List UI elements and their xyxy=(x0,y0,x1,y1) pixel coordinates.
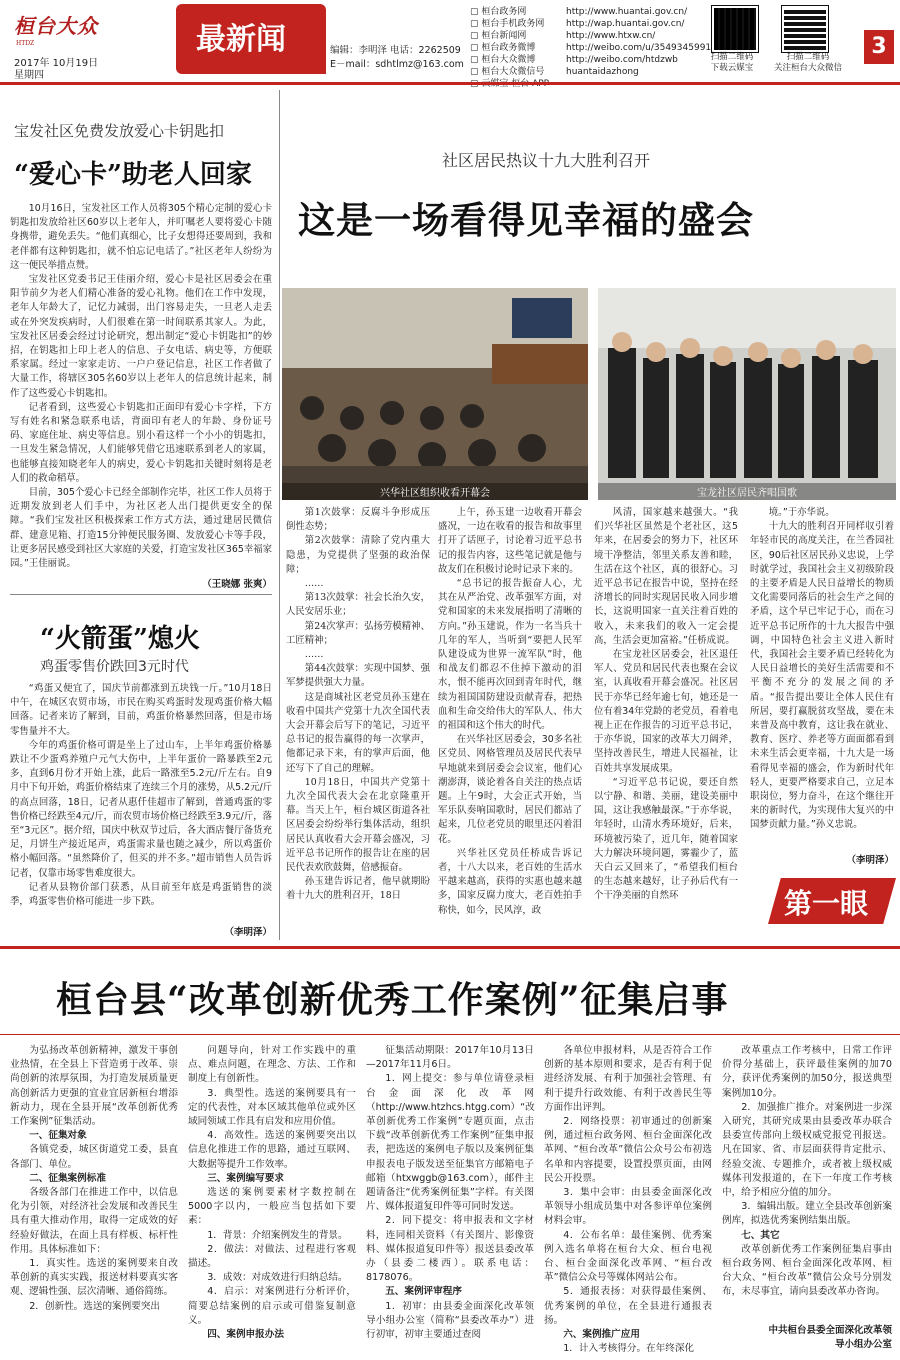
photo-xinghua-image xyxy=(282,288,588,500)
issue-date xyxy=(14,58,98,82)
paragraph: 1．背景：介绍案例发生的背景。 xyxy=(207,1229,348,1241)
a2-body xyxy=(10,682,272,909)
paragraph: 五、案例评审程序 xyxy=(385,1286,462,1298)
editor-info xyxy=(330,44,464,72)
bottom-org xyxy=(722,1322,892,1350)
link-url[interactable]: huantaidazhong xyxy=(566,67,639,77)
link-row[interactable] xyxy=(470,42,711,54)
paragraph: 十九大的胜利召开同样収引着年轻市民的高度关注，在兰香园社区，90后社区居民孙义忠说，上学时就学过，我国社会主义初级阶段的主要矛盾是人民日益增长的物质文化需要同落后的社会生产之间的矛盾，这个早已牢记于心，而在习近平总书记所作的十九大报告中强调，中国特色社会主义进入新时代，我国社会主要矛盾已经转化为人民日益增长的美好生活需要和不平衡不充分的发展之间的矛盾。“报告提出要让全体人民住有所居，要打赢脱贫攻坚战，要在未来普及高中教育，这让我在就业、教育、医疗、养老等方面面都看到未来生活会更幸福，十九大是一场看得见幸福的盛会，作为新时代年轻人，更要严格要求自己，立足本职岗位，努力奋斗，在这个继往开来的新时代，为实现伟大复兴的中国梦贡献力量。”孙义忠说。 xyxy=(750,521,894,831)
paragraph: 2．创新性。选送的案例要突出 xyxy=(29,1300,161,1312)
paragraph: 4．高效性。选送的案例要突出以信息化推进工作的思路，通过互联网、大数据等提升工作效率。 xyxy=(188,1130,356,1170)
paragraph: 四、案例申报办法 xyxy=(207,1329,284,1341)
qr-code-icon[interactable] xyxy=(712,6,758,52)
bottom-title: 桓台县“改革创新优秀工作案例”征集启事 xyxy=(56,979,729,1021)
paragraph: 3．集中会审：由县委金面深化改革领导小组成员集中对各参评单位案例材料会审。 xyxy=(544,1187,712,1227)
paragraph: 选送的案例要素材字数控制在5000字以内，一般应当包括如下要素： xyxy=(188,1187,356,1227)
link-url[interactable]: http://wap.huantai.gov.cn/ xyxy=(566,19,685,29)
photo-baolong xyxy=(598,288,896,500)
main-byline: （李明泽） xyxy=(846,855,894,866)
section-title: 最新闻 xyxy=(196,22,286,57)
link-name: ▢ 桓台政务微博 xyxy=(470,43,536,53)
paragraph: 1．真实性。选送的案例要来自改革创新的真实实践，报送材料要真实客观、逻辑性强、层次清晰、通俗简练。 xyxy=(10,1258,178,1298)
paragraph: 三、案例编写要求 xyxy=(207,1172,284,1184)
paragraph: 1．计入考核得分。在年终深化 xyxy=(563,1343,695,1355)
paragraph: 2．同下提交：将申报表和文字材料，连同相关资料（有关图片、影像资料、媒体报道复印件等）报送县委改革办（县委二楼西）。联系电话：8178076。 xyxy=(366,1215,534,1284)
paragraph: 风清，国家越来越强大。“我们兴华社区虽然是个老社区，这5年来，在居委会的努力下，社区环境干净整洁，邻里关系友善和睦，生活在这个社区，真的很舒心。习近平总书记在报告中说，坚持在经济增长的同时实现居民收入同步增长，这说明国家一直关注着百姓的收入，未来我们的收入一定会提高，生活会更加富裕。”任桥成说。 xyxy=(594,507,738,646)
paragraph: 2．加强推广推介。对案例进一步深入研究，其研究成果由县委改革办联合县委宣传部向上级权威党报党刊报送。凡在国家、省、市层面获得肯定批示、经验交流、专题推介，或者被上级权威媒体刊发报道的，在下一年度工作考核中，给予相应分值的加分。 xyxy=(722,1101,892,1199)
paragraph: 第44次鼓掌：实现中国梦、强军梦提供强大力量。 xyxy=(286,663,430,689)
bottom-col-4 xyxy=(544,1044,712,1356)
paragraph: 各级各部门在推进工作中，以信息化为引领，对经济社会发展和改善民生具有重大推动作用，取得一定成效的好经验好做法，在面上具有样板、标杆性作用。具体标准如下： xyxy=(10,1187,178,1255)
first-look-text: 第一眼 xyxy=(784,887,869,920)
paragraph: 征集活动期限：2017年10月13日—2017年11月6日。 xyxy=(366,1045,534,1071)
paragraph: 3．编辑出版。建立全县改革创新案例库，拟选优秀案例结集出版。 xyxy=(722,1201,892,1227)
paragraph: 问题导向，针对工作实践中的重点、难点问题，在理念、方法、工作和制度上有创新性。 xyxy=(188,1045,356,1085)
bottom-divider xyxy=(0,946,900,949)
qr-block-2 xyxy=(774,6,842,74)
org-line1: 中共桓台县委全面深化改革领 xyxy=(768,1325,892,1336)
left-column xyxy=(0,90,280,940)
masthead-divider xyxy=(0,82,900,85)
paragraph: 二、征集案例标准 xyxy=(29,1172,106,1184)
link-url[interactable]: http://weibo.com/u/3549345991 xyxy=(566,43,712,53)
logo-sub: HTDZ xyxy=(16,40,35,47)
a2-subtitle: 鸡蛋零售价跌回3元时代 xyxy=(40,659,189,675)
paragraph: 第24次掌声：弘扬劳模精神、工匠精神； xyxy=(286,620,430,646)
link-name: ▢ 桓台大众微信号 xyxy=(470,67,545,77)
logo-text: 桓台大众 xyxy=(14,14,98,38)
qr-code-icon[interactable] xyxy=(782,6,828,52)
paragraph: “鸡蛋又便宜了，国庆节前都涨到五块钱一斤。”10月18日中午，在城区农贸市场，市民在购买鸡蛋时发现鸡蛋价格大幅回落。记者来访了解到，目前，鸡蛋价格暴然回落，但是市场零售量并不大。 xyxy=(10,683,272,737)
main-title: 这是一场看得见幸福的盛会 xyxy=(298,198,754,242)
paragraph: 今年的鸡蛋价格可谓是坐上了过山车，上半年鸡蛋价格暴跌让不少蛋鸡养殖户元气大伤中，上半年蛋价一路暴跌至2元多，直到6月份才开始上涨，此后一路涨至5.2元/斤左右。自9月中下旬开始，鸡蛋价格结束了连续三个月的涨势，从5.2元/斤的高点回落，18日，记者从惠仟佳超市了解到，普通鸡蛋的零售价格已经跌至4元/斤，而农贸市场价格已经跌至3.9元/斤，落至“3元区”。据介绍，国庆中秋双节过后，各大酒店餐厅备货充足，月饼生产接近尾声，鸡蛋需求量也随之减少，所以鸡蛋价格小幅回落。“虽然降价了，但买的并不多。”超市销售人员告诉记者，仅靠市场零售难度很大。 xyxy=(10,739,272,879)
a1-title: “爱心卡”助老人回家 xyxy=(14,160,252,190)
paragraph: …… xyxy=(304,578,324,590)
paragraph: 1．网上提交：参与单位请登录桓台金面深化改革网（http://www.htzhcs.htgg.com）“改革创新优秀工作案例”专题页面，点击下载“改革创新优秀工作案例”征集申报表，把选送的案例电子版以及案例征集申报表电子版发送至征集官方邮箱电子邮箱（htxwggb@163.com），邮件主题请备注“优秀案例征集”字样。有关图片、媒体报道复印件等可同时发送。 xyxy=(366,1073,535,1213)
date-text: 2017年 10月19日 xyxy=(14,58,99,69)
photo-baolong-image xyxy=(598,288,896,500)
paragraph: “习近平总书记说，要还自然以宁静、和谐、美丽，建设美丽中国，这让我感触最深。”于亦华说，年轻时，山清水秀环境好，后来，环境被污染了，近几年，随着国家大力解决环境问题，雾霾少了，蓝天白云又回来了，“希望我们桓台的生态越来越好，让子孙后代有一个干净美丽的自然环 xyxy=(594,776,738,902)
paragraph: 3．成效：对成效进行归纳总结。 xyxy=(207,1272,348,1284)
paragraph: 各单位申报材料，从是否符合工作创新的基本原则和要求，是否有利于促进经济发展、有利于加强社会管理、有利于提升行政效能、有利于改善民生等方面作出评判。 xyxy=(544,1045,712,1113)
paragraph: 2．网络投票：初审通过的创新案例，通过桓台政务网、桓台金面深化改革网、“桓台改革”微信公众号公布初选名单和内容提要，设置投票页面，由网民公开投票。 xyxy=(544,1116,712,1184)
paragraph: 各镇党委，城区街道党工委，县直各部门、单位。 xyxy=(10,1144,178,1170)
bottom-col-1 xyxy=(10,1044,178,1314)
paragraph: 一、征集对象 xyxy=(29,1130,87,1142)
qr2-caption xyxy=(774,52,842,74)
paragraph: 第2次鼓掌：清除了党内重大隐患，为党提供了坚强的政治保障； xyxy=(286,535,430,575)
a2-title: “火箭蛋”熄火 xyxy=(40,624,200,654)
paragraph: 记者看到，这些爱心卡钥匙扣正面印有爱心卡字样，下方写有姓名和紧急联系电话，背面印有老人的年龄、身份证号码、家庭住址、病史等信息。别小看这样一个小小的钥匙扣，一旦发生紧急情况，人们能够凭借它迅速联系到老人的家属，也能够直接知晓老年人的病史，爱心卡钥匙扣关键时刻将是老人们的救命稻草。 xyxy=(10,401,272,484)
link-url[interactable]: http://www.htxw.cn/ xyxy=(566,31,656,41)
qr2-caption-line1: 扫描二维码 xyxy=(786,52,830,62)
paragraph: 4．公布名单：最佳案例、优秀案例入选名单将在桓台大众、桓台电视台、桓台金面深化改革网、“桓台改革”微信公众号等媒体网站公布。 xyxy=(544,1229,712,1284)
photo-xinghua-caption: 兴华社区组织收看开幕会 xyxy=(282,483,588,500)
org-line2: 导小组办公室 xyxy=(834,1339,892,1350)
paragraph: 七、其它 xyxy=(741,1229,780,1241)
paragraph: 3．典型性。选送的案例要具有一定的代表性，对本区域其他单位或外区域同领域工作具有启发和应用价值。 xyxy=(188,1087,356,1128)
paragraph: “总书记的报告振奋人心，尤其在从严治党、改革强军方面，对党和国家的未来发展指明了清晰的方向。”孙玉建说，作为一名当兵十几年的军人，当听到“要把人民军队建设成为世界一流军队”时，他和战友们都忍不住掉下激动的泪水，恨不能再次回到青年时代，继续为祖国国防建设贡献青春，把热血和生命交给伟大的军队人、伟大的祖国和这个伟大的时代。 xyxy=(438,578,582,732)
link-name: ▢ 桓台手机政务网 xyxy=(470,19,545,29)
a1-kicker: 宝发社区免费发放爱心卡钥匙扣 xyxy=(14,122,225,140)
paragraph: 上午，孙玉建一边收看开幕会盛况，一边在收看的报告和故事里打开了话匣子，讨论着习近平总书记的报告内容，这些笔记就是他与故友们在积极讨论时记录下来的。 xyxy=(438,507,582,575)
photo-xinghua xyxy=(282,288,588,500)
paragraph: 记者从县物价部门获悉，从目前至年底是鸡蛋销售的淡季，鸡蛋零售价格可能进一步下跌。 xyxy=(10,881,272,908)
main-col-2 xyxy=(438,506,582,918)
paragraph: 兴华社区党员任桥成告诉记者，十八大以来，老百姓的生活水平越来越高，获得的实惠也越来越多，国家反腐力度大，老百姓拍手称快，如今，民风淳，政 xyxy=(438,847,582,916)
paragraph: …… xyxy=(304,649,324,661)
link-url[interactable]: http://weibo.com/htdzwb xyxy=(566,55,678,65)
bottom-col-5 xyxy=(722,1044,892,1300)
paragraph: 4．启示：对案例进行分析评价，简要总结案例的启示或可借鉴复制意义。 xyxy=(188,1286,356,1326)
photo-baolong-caption: 宝龙社区居民齐唱国歌 xyxy=(598,483,896,500)
link-name: ▢ 桓台政务网 xyxy=(470,7,527,17)
link-row[interactable] xyxy=(470,30,711,42)
link-name: ▢ 桓台大众微博 xyxy=(470,55,536,65)
qr1-caption-line1: 扫描二维码 xyxy=(710,52,754,62)
bottom-col-2 xyxy=(188,1044,356,1342)
paragraph: 这是商城社区老党员孙玉建在收看中国共产党第十九次全国代表大会开幕会后写下的笔记，习近平总书记的报告赢得的每一次掌声，他都记录下来，有的掌声后面，他还写下了自己的理解。 xyxy=(286,691,430,774)
paragraph: 1．初审：由县委金面深化改革领导小组办公室（简称“县委改革办”）进行初审，初审主要通过查阅 xyxy=(366,1300,534,1341)
paragraph: 为弘扬改革创新精神，激发干事创业热情，在全县上下营造勇于改革、崇尚创新的浓厚氛围，为打造发展质量更高创新活力更强的宜业宜居新桓台增添新动力，现在全县开展“改革创新优秀工作案例”征集活动。 xyxy=(10,1045,178,1128)
weekday-text: 星期四 xyxy=(14,70,44,81)
qr-block-1 xyxy=(706,6,758,74)
paragraph: 在兴华社区居委会，30多名社区党员、网格管理员及居民代表早早地就来到居委会会议室，他们心潮澎湃，谈论着各自关注的热点话题。上午9时，大会正式开始，当军乐队奏响国歌时，居民们都站了起来，几位老党员的眼里还闪着泪花。 xyxy=(438,734,582,845)
main-kicker: 社区居民热议十九大胜利召开 xyxy=(442,151,651,170)
paragraph: 孙玉建告诉记者，他早就期盼着十九大的胜利召开，18日 xyxy=(286,876,430,902)
link-row[interactable] xyxy=(470,18,711,30)
email-line: E－mail：sdhtlmz@163.com xyxy=(330,59,464,70)
paragraph: 宝发社区党委书记王佳丽介绍，爱心卡是社区居委会在重阳节前夕为老人们精心准备的爱心礼物。他们在工作中发现，老年人年龄大了，记忆力减弱，出门容易走失，一旦老人走丢或在外突发疾病时，人们很难在第一时间联系其家人。为此，宝发社区居委会经过讨论研究，想出制定“爱心卡钥匙扣”的妙招，在钥匙扣上印上老人的信息、子女电话、病史等，方便联系家属。经过一家家走访、一户户登记信息，社区工作者做了大量工作，将辖区305名60岁以上老年人的信息统计起来，制作了这些爱心卡钥匙扣。 xyxy=(10,274,272,399)
qr2-caption-line2: 关注桓台大众微信 xyxy=(774,63,843,73)
bottom-title-rule xyxy=(0,1034,900,1035)
main-col-3 xyxy=(594,506,738,904)
paragraph: 境。”于亦华说。 xyxy=(768,507,835,518)
editor-line: 编辑：李明泽 电话：2262509 xyxy=(330,45,461,56)
a1-body xyxy=(10,202,272,571)
link-row[interactable] xyxy=(470,54,711,66)
paragraph: 目前，305个爱心卡已经全部制作完毕，社区工作人员将于近期发放到老人们手中，为社区老人出门提供更安全的保障。“我们宝发社区积极探索工作方式方法，通过建居民微信群、建意见箱、打造15分钟便民服务圈、发放爱心卡等手段，让更多居民感受到社区大家庭的关爱，打造宝发社区365幸福家园。”王佳丽说。 xyxy=(10,487,272,570)
paragraph: 5．通报表扬：对获得最佳案例、优秀案例的单位，在全县进行通报表扬。 xyxy=(544,1286,712,1326)
masthead xyxy=(0,0,900,80)
qr1-caption-line2: 下载云媒宝 xyxy=(710,63,754,73)
qr1-caption xyxy=(706,52,758,74)
paragraph: 10月16日，宝发社区工作人员将305个精心定制的爱心卡钥匙扣发放给社区60岁以上老年人，并叮嘱老人要将爱心卡随身携带，避免丢失。“他们真细心，比子女想得还要周到，我和老伴都有这种钥匙扣，就不怕忘记电话了。”社区老年人纷纷为这一便民举措点赞。 xyxy=(10,203,272,271)
main-col-4 xyxy=(750,506,894,833)
links-list xyxy=(470,6,711,90)
divider xyxy=(10,594,272,595)
paragraph: 2．做法：对做法、过程进行客观描述。 xyxy=(188,1243,356,1270)
paragraph: 六、案例推广应用 xyxy=(563,1329,640,1341)
link-url[interactable]: http://www.huantai.gov.cn/ xyxy=(566,7,688,17)
bottom-col-3 xyxy=(366,1044,534,1342)
main-col-1 xyxy=(286,506,430,904)
page-number: 3 xyxy=(864,30,894,64)
link-row[interactable] xyxy=(470,6,711,18)
link-row[interactable] xyxy=(470,66,711,78)
paragraph: 第1次鼓掌：反腐斗争形成压倒性态势； xyxy=(286,507,430,533)
paragraph: 10月18日，中国共产党第十九次全国代表大会在北京隆重开幕。当天上午，桓台城区街道各社区居委会纷纷举行集体活动，组织居民认真收看大会开幕会盛况，习近平总书记所作的报告让在座的居民代表欢欣鼓舞，倍感振奋。 xyxy=(286,776,430,874)
paragraph: 改革重点工作考核中，日常工作评价得分基础上，获评最佳案例的加70分，获评优秀案例的加50分，报送典型案例加10分。 xyxy=(722,1045,892,1099)
paragraph: 在宝龙社区居委会，社区退任军人、党员和居民代表也聚在会议室，认真收看开幕会盛况。社区居民于亦华已经年逾七旬，她还是一位有着34年党龄的老党员，看着电视上正在作报告的习近平总书记，于亦华说，国家的改革大刀阔斧，坚持改善民生，增进人民福祉，让百姓共享发展成果。 xyxy=(594,649,738,774)
link-name: ▢ 桓台新闻网 xyxy=(470,31,527,41)
paragraph: 改革创新优秀工作案例征集启事由桓台政务网、桓台金面深化改革网、桓台大众、“桓台改革”微信公众号分别发布，未尽事宜，请向县委改革办咨询。 xyxy=(722,1243,892,1298)
a1-byline: （王晓娜 张爽） xyxy=(202,579,272,590)
paragraph: 第13次鼓掌：社会长治久安，人民安居乐业； xyxy=(286,592,430,618)
a2-byline: （李明泽） xyxy=(224,927,272,938)
